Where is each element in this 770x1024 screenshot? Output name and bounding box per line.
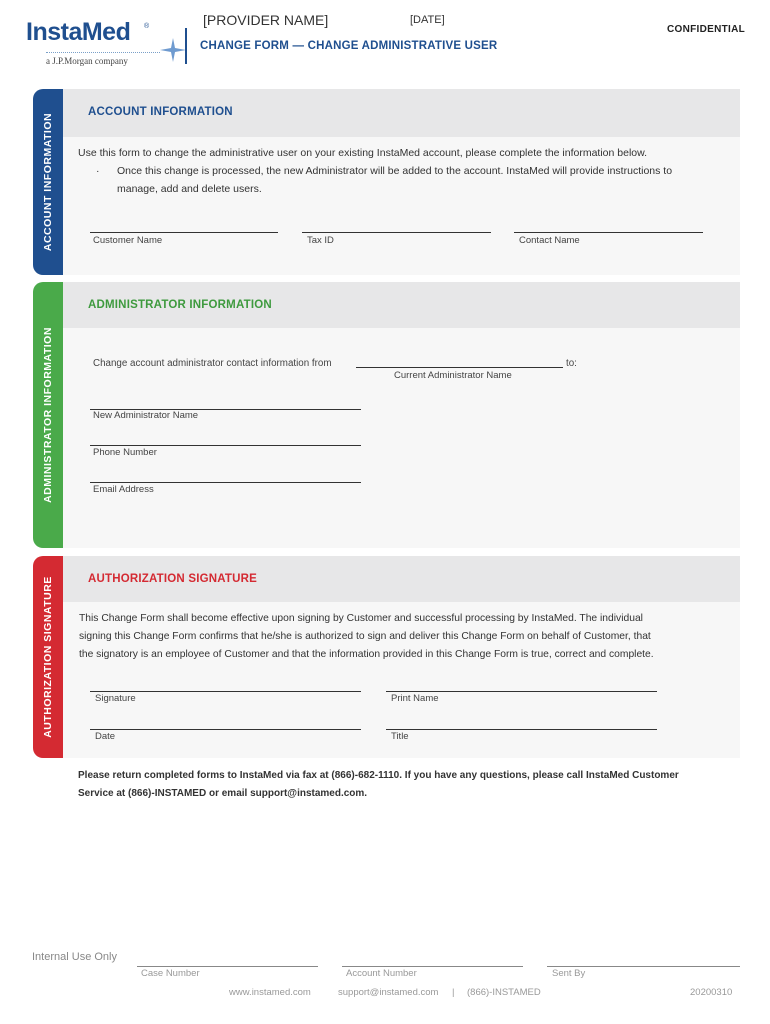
change-from-text: Change account administrator contact information from: [93, 358, 332, 369]
instamed-logo: [26, 18, 166, 68]
return-instructions: Please return completed forms to InstaMed via fax at (866)-682-1110. If you have any questions, please call InstaMed Customer Service at (866)-INSTAMED or email support@instamed.com.: [78, 770, 679, 799]
auth-text-line-1: This Change Form shall become effective upon signing by Customer and successful processing by InstaMed. The individual: [79, 613, 643, 624]
date-label: Date: [95, 731, 116, 742]
customer-name-label: Customer Name: [93, 235, 163, 246]
bullet-marker: ·: [96, 165, 100, 177]
current-admin-label: Current Administrator Name: [394, 370, 512, 381]
sent-by-label: Sent By: [552, 968, 586, 979]
case-number-label: Case Number: [141, 968, 200, 979]
header-divider: [185, 28, 187, 64]
provider-name-placeholder[interactable]: [PROVIDER NAME]: [203, 12, 329, 28]
email-address-label: Email Address: [93, 484, 154, 495]
account-number-line[interactable]: [342, 966, 523, 967]
auth-tab-label: AUTHORIZATION SIGNATURE: [42, 576, 54, 738]
tax-id-line[interactable]: [302, 232, 491, 233]
case-number-line[interactable]: [137, 966, 318, 967]
email-address-line[interactable]: [90, 482, 361, 483]
current-admin-line[interactable]: [356, 367, 563, 368]
print-name-label: Print Name: [391, 693, 439, 704]
title-label: Title: [391, 731, 409, 742]
logo-dotted-line: [46, 52, 160, 53]
account-bullet-line-2: manage, add and delete users.: [117, 183, 262, 195]
auth-section-title: AUTHORIZATION SIGNATURE: [88, 573, 257, 585]
contact-name-line[interactable]: [514, 232, 703, 233]
date-line[interactable]: [90, 729, 361, 730]
to-text: to:: [566, 358, 577, 369]
signature-line[interactable]: [90, 691, 361, 692]
auth-text-line-2: signing this Change Form confirms that he/she is authorized to sign and deliver this Change Form on behalf of Customer, that: [79, 631, 651, 642]
confidential-label: CONFIDENTIAL: [667, 24, 746, 35]
footer-website-link[interactable]: www.instamed.com: [229, 987, 311, 998]
admin-section-title: ADMINISTRATOR INFORMATION: [88, 299, 272, 311]
footer-email-link[interactable]: support@instamed.com: [338, 987, 439, 998]
admin-tab-label: ADMINISTRATOR INFORMATION: [42, 327, 54, 503]
administrator-information-tab: [33, 282, 63, 548]
account-bullet-line-1: Once this change is processed, the new Administrator will be added to the account. InstaMed will provide instructions to: [117, 165, 673, 177]
footer-separator: |: [452, 987, 455, 998]
internal-use-label: Internal Use Only: [32, 951, 117, 963]
new-admin-name-label: New Administrator Name: [93, 410, 199, 421]
authorization-signature-tab: [33, 556, 63, 758]
customer-name-line[interactable]: [90, 232, 278, 233]
phone-number-line[interactable]: [90, 445, 361, 446]
contact-name-label: Contact Name: [519, 235, 580, 246]
footer-phone: (866)-INSTAMED: [467, 987, 541, 998]
account-number-label: Account Number: [346, 968, 417, 979]
tax-id-label: Tax ID: [307, 235, 334, 246]
footer-form-code: 20200310: [690, 987, 733, 998]
phone-number-label: Phone Number: [93, 447, 157, 458]
sparkle-icon: [160, 38, 186, 62]
account-information-tab: [33, 89, 63, 275]
registered-mark: ®: [144, 23, 150, 30]
account-intro: Use this form to change the administrative user on your existing InstaMed account, please complete the information below.: [78, 147, 648, 159]
form-title: CHANGE FORM — CHANGE ADMINISTRATIVE USER: [200, 40, 498, 52]
title-line[interactable]: [386, 729, 657, 730]
logo-tagline: a J.P.Morgan company: [46, 56, 128, 66]
sent-by-line[interactable]: [547, 966, 740, 967]
date-placeholder[interactable]: [DATE]: [410, 14, 445, 26]
account-tab-label: ACCOUNT INFORMATION: [42, 112, 54, 252]
logo-wordmark: InstaMed: [26, 18, 131, 46]
signature-label: Signature: [95, 693, 136, 704]
auth-text-line-3: the signatory is an employee of Customer and that the information provided in this Change Form is true, correct and complete.: [79, 649, 654, 660]
print-name-line[interactable]: [386, 691, 657, 692]
account-section-title: ACCOUNT INFORMATION: [88, 106, 233, 118]
